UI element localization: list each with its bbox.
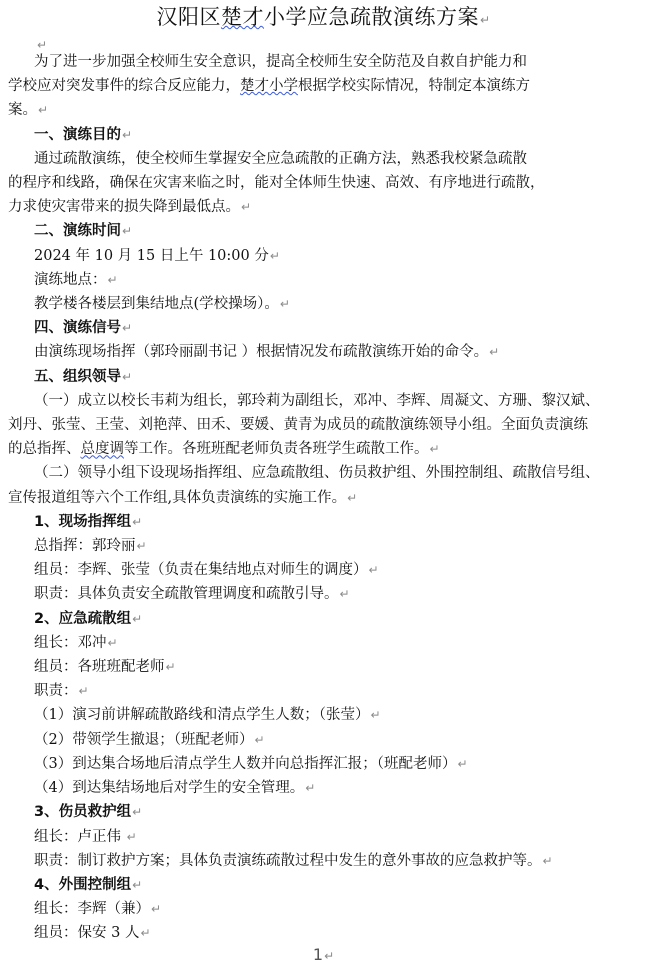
group-heading-command xyxy=(8,510,642,534)
paragraph-mark-icon: ↵ xyxy=(132,514,143,529)
leadership-p1-line-2 xyxy=(8,413,642,437)
paragraph-mark-icon: ↵ xyxy=(132,877,143,892)
intro-school-name: 楚才小学 xyxy=(240,78,298,95)
intro-line-1 xyxy=(8,50,642,74)
heading-text: 2、应急疏散组 xyxy=(34,610,132,627)
time-text: 2024 年 10 月 15 日上午 10:00 分 xyxy=(34,247,269,264)
place-text: 教学楼各楼层到集结地点(学校操场）。 xyxy=(34,296,279,313)
document-title xyxy=(0,4,647,33)
duty-item-text: （4）到达集结场地后对学生的安全管理。 xyxy=(34,780,305,797)
command-members xyxy=(8,558,642,582)
section-heading-purpose xyxy=(8,123,642,147)
duty-label-text: 职责： xyxy=(34,683,78,700)
leadership-text: （一）成立以校长韦莉为组长，郭玲莉为副组长，邓冲、李辉、周凝文、方珊、黎汉斌、 xyxy=(34,392,600,409)
command-duty xyxy=(8,582,642,606)
intro-line-3 xyxy=(8,98,642,122)
purpose-line-3 xyxy=(8,195,642,219)
paragraph-mark-icon: ↵ xyxy=(132,805,143,820)
intro-text: 案。 xyxy=(8,102,37,119)
place-label-text: 演练地点： xyxy=(34,271,107,288)
document-body xyxy=(8,50,642,946)
command-chief xyxy=(8,534,642,558)
paragraph-mark-icon: ↵ xyxy=(165,660,176,675)
heading-text: 二、演练时间 xyxy=(34,223,121,240)
leadership-p1-line-1 xyxy=(8,389,642,413)
duty-item-text: （1）演习前讲解疏散路线和清点学生人数；（张莹） xyxy=(34,707,370,724)
evacuation-duty-1 xyxy=(8,703,642,727)
leadership-text: 刘丹、张莹、王莹、刘艳萍、田禾、要媛、黄青为成员的疏散演练领导小组。全面负责演练 xyxy=(8,417,588,434)
intro-text: 根据学校实际情况，特制定本演练方 xyxy=(298,78,530,95)
paragraph-mark-icon: ↵ xyxy=(122,369,133,384)
evacuation-leader xyxy=(8,631,642,655)
group-heading-evacuation xyxy=(8,607,642,631)
paragraph-mark-icon: ↵ xyxy=(339,587,350,602)
title-part-rest: 小学应急疏散演练方案 xyxy=(263,5,479,29)
paragraph-mark-icon: ↵ xyxy=(107,272,118,287)
perimeter-leader xyxy=(8,897,642,921)
evacuation-duty-label xyxy=(8,679,642,703)
title-part-district: 汉阳区 xyxy=(156,5,221,29)
drill-time xyxy=(8,244,642,268)
leader-text: 组长：邓冲 xyxy=(34,634,107,651)
heading-text: 4、外围控制组 xyxy=(34,876,132,893)
title-part-school: 楚才 xyxy=(220,5,264,29)
paragraph-mark-icon: ↵ xyxy=(542,853,553,868)
paragraph-mark-icon: ↵ xyxy=(324,949,335,963)
paragraph-mark-icon: ↵ xyxy=(78,684,89,699)
page-footer xyxy=(0,945,647,964)
heading-text: 五、组织领导 xyxy=(34,368,121,385)
leadership-text: （二）领导小组下设现场指挥组、应急疏散组、伤员救护组、外围控制组、疏散信号组、 xyxy=(34,465,600,482)
heading-text: 四、演练信号 xyxy=(34,320,121,337)
duty-text: 职责：具体负责安全疏散管理调度和疏散引导。 xyxy=(34,586,339,603)
paragraph-mark-icon: ↵ xyxy=(107,635,118,650)
leadership-p2-line-1 xyxy=(8,461,642,485)
paragraph-mark-icon: ↵ xyxy=(122,127,133,142)
intro-line-2 xyxy=(8,74,642,98)
paragraph-mark-icon: ↵ xyxy=(279,297,290,312)
drill-place xyxy=(8,292,642,316)
duty-text: 职责：制订救护方案；具体负责演练疏散过程中发生的意外事故的应急救护等。 xyxy=(34,852,542,869)
rescue-leader xyxy=(8,825,642,849)
leadership-text: 的总指挥、 xyxy=(8,441,81,458)
page-number: 1 xyxy=(312,945,324,964)
paragraph-mark-icon: ↵ xyxy=(368,563,379,578)
section-heading-leadership xyxy=(8,365,642,389)
purpose-text: 的程序和线路，确保在灾害来临之时，能对全体师生快速、高效、有序地进行疏散， xyxy=(8,175,545,192)
paragraph-mark-icon: ↵ xyxy=(122,224,133,239)
rescue-duty xyxy=(8,849,642,873)
purpose-line-1 xyxy=(8,147,642,171)
perimeter-members xyxy=(8,921,642,945)
drill-place-label xyxy=(8,268,642,292)
paragraph-mark-icon: ↵ xyxy=(347,490,358,505)
paragraph-mark-icon: ↵ xyxy=(489,345,500,360)
evacuation-members xyxy=(8,655,642,679)
paragraph-mark-icon: ↵ xyxy=(38,103,49,118)
paragraph-mark-icon: ↵ xyxy=(254,732,265,747)
members-text: 组员：各班班配老师 xyxy=(34,659,165,676)
duty-item-text: （2）带领学生撤退；（班配老师） xyxy=(34,731,254,748)
section-heading-signal xyxy=(8,316,642,340)
purpose-text: 通过疏散演练，使全校师生掌握安全应急疏散的正确方法，熟悉我校紧急疏散 xyxy=(34,150,527,167)
paragraph-mark-icon: ↵ xyxy=(140,926,151,941)
leadership-text: 等工作。各班班配老师负责各班学生疏散工作。 xyxy=(124,441,429,458)
intro-text: 为了进一步加强全校师生安全意识，提高全校师生安全防范及自救自护能力和 xyxy=(34,54,527,70)
paragraph-mark-icon: ↵ xyxy=(151,902,162,917)
paragraph-mark-icon: ↵ xyxy=(305,781,316,796)
paragraph-mark-icon: ↵ xyxy=(136,539,147,554)
signal-line: 由演练现场指挥（郭玲丽副书记 ）根据情况发布疏散演练开始的命令。 xyxy=(34,344,489,361)
members-text: 组员：保安 3 人 xyxy=(34,925,140,942)
signal-text xyxy=(8,340,642,364)
paragraph-mark-icon: ↵ xyxy=(479,13,491,27)
paragraph-mark-icon: ↵ xyxy=(457,756,468,771)
leadership-p1-line-3 xyxy=(8,437,642,461)
section-heading-time xyxy=(8,219,642,243)
intro-text: 学校应对突发事件的综合反应能力， xyxy=(8,78,240,95)
paragraph-mark-icon: ↵ xyxy=(37,38,48,52)
heading-text: 1、现场指挥组 xyxy=(34,513,132,530)
evacuation-duty-4 xyxy=(8,776,642,800)
heading-text: 3、伤员救护组 xyxy=(34,804,132,821)
leadership-flagged-text: 总度调 xyxy=(80,441,124,458)
evacuation-duty-3 xyxy=(8,752,642,776)
paragraph-mark-icon: ↵ xyxy=(132,611,143,626)
paragraph-mark-icon: ↵ xyxy=(241,200,252,215)
group-heading-perimeter xyxy=(8,873,642,897)
leader-text: 组长：李辉（兼） xyxy=(34,901,150,918)
members-text: 组员：李辉、张莹（负责在集结地点对师生的调度） xyxy=(34,562,368,579)
leader-text: 组长：卢正伟 xyxy=(34,828,126,845)
paragraph-mark-icon: ↵ xyxy=(429,442,440,457)
paragraph-mark-icon: ↵ xyxy=(370,708,381,723)
group-heading-rescue xyxy=(8,800,642,824)
chief-text: 总指挥：郭玲丽 xyxy=(34,538,136,555)
leadership-text: 宣传报道组等六个工作组,具体负责演练的实施工作。 xyxy=(8,489,347,506)
paragraph-mark-icon: ↵ xyxy=(126,829,137,844)
leadership-p2-line-2 xyxy=(8,486,642,510)
duty-item-text: （3）到达集合场地后清点学生人数并向总指挥汇报；（班配老师） xyxy=(34,755,457,772)
purpose-line-2 xyxy=(8,171,642,195)
purpose-text: 力求使灾害带来的损失降到最低点。 xyxy=(8,199,240,216)
paragraph-mark-icon: ↵ xyxy=(269,248,280,263)
paragraph-mark-icon: ↵ xyxy=(122,321,133,336)
evacuation-duty-2 xyxy=(8,728,642,752)
heading-text: 一、演练目的 xyxy=(34,126,121,143)
